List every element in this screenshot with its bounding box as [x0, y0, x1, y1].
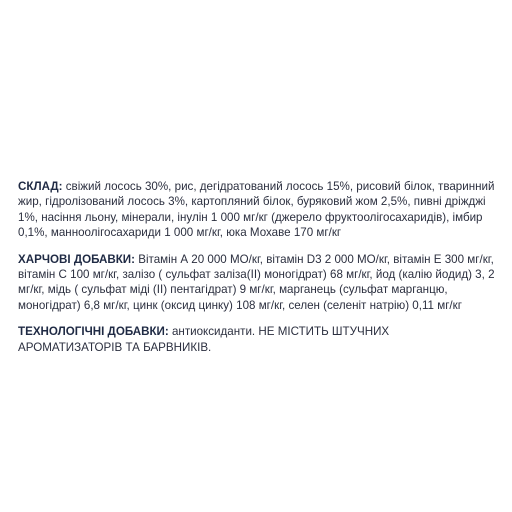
nutritional-additives-label: ХАРЧОВІ ДОБАВКИ:: [18, 252, 136, 266]
technological-additives-paragraph: [18, 324, 496, 355]
nutritional-additives-text: Вітамін А 20 000 МО/кг, вітамін D3 2 000 МО/кг, вітамін Е 300 мг/кг, вітамін С 100 мг/кг, залізо ( сульфат заліза(II) моногідрат) 68 мг/кг, йод (калію йодид) 3, 2 мг/кг, мідь ( сульфат міді (II) пентагідрат) 9 мг/кг, марганець (сульфат марганцю, моногідрат) 6,8 мг/кг, цинк (оксид цинку) 108 мг/кг, селен (селеніт натрію) 0,11 мг/кг: [18, 252, 495, 312]
composition-label: СКЛАД:: [18, 180, 63, 193]
composition-text: свіжий лосось 30%, рис, дегідратований лосось 15%, рисовий білок, тваринний жир, гідролізований лосось 3%, картопляний білок, буряковий жом 2,5%, пивні дріжджі 1%, насіння льону, мінерали, інулін 1 000 мг/кг (джерело фруктоолігосахаридів), імбир 0,1%, манноолігосахариди 1 000 мг/кг, юка Мохаве 170 мг/кг: [18, 180, 495, 240]
nutritional-additives-paragraph: [18, 252, 496, 314]
product-composition: [18, 179, 496, 366]
technological-additives-label: ТЕХНОЛОГІЧНІ ДОБАВКИ:: [18, 325, 169, 339]
composition-paragraph: [18, 179, 496, 241]
technological-additives-text: антиоксиданти. НЕ МІСТИТЬ ШТУЧНИХ АРОМАТИЗАТОРІВ ТА БАРВНИКІВ.: [18, 325, 390, 354]
